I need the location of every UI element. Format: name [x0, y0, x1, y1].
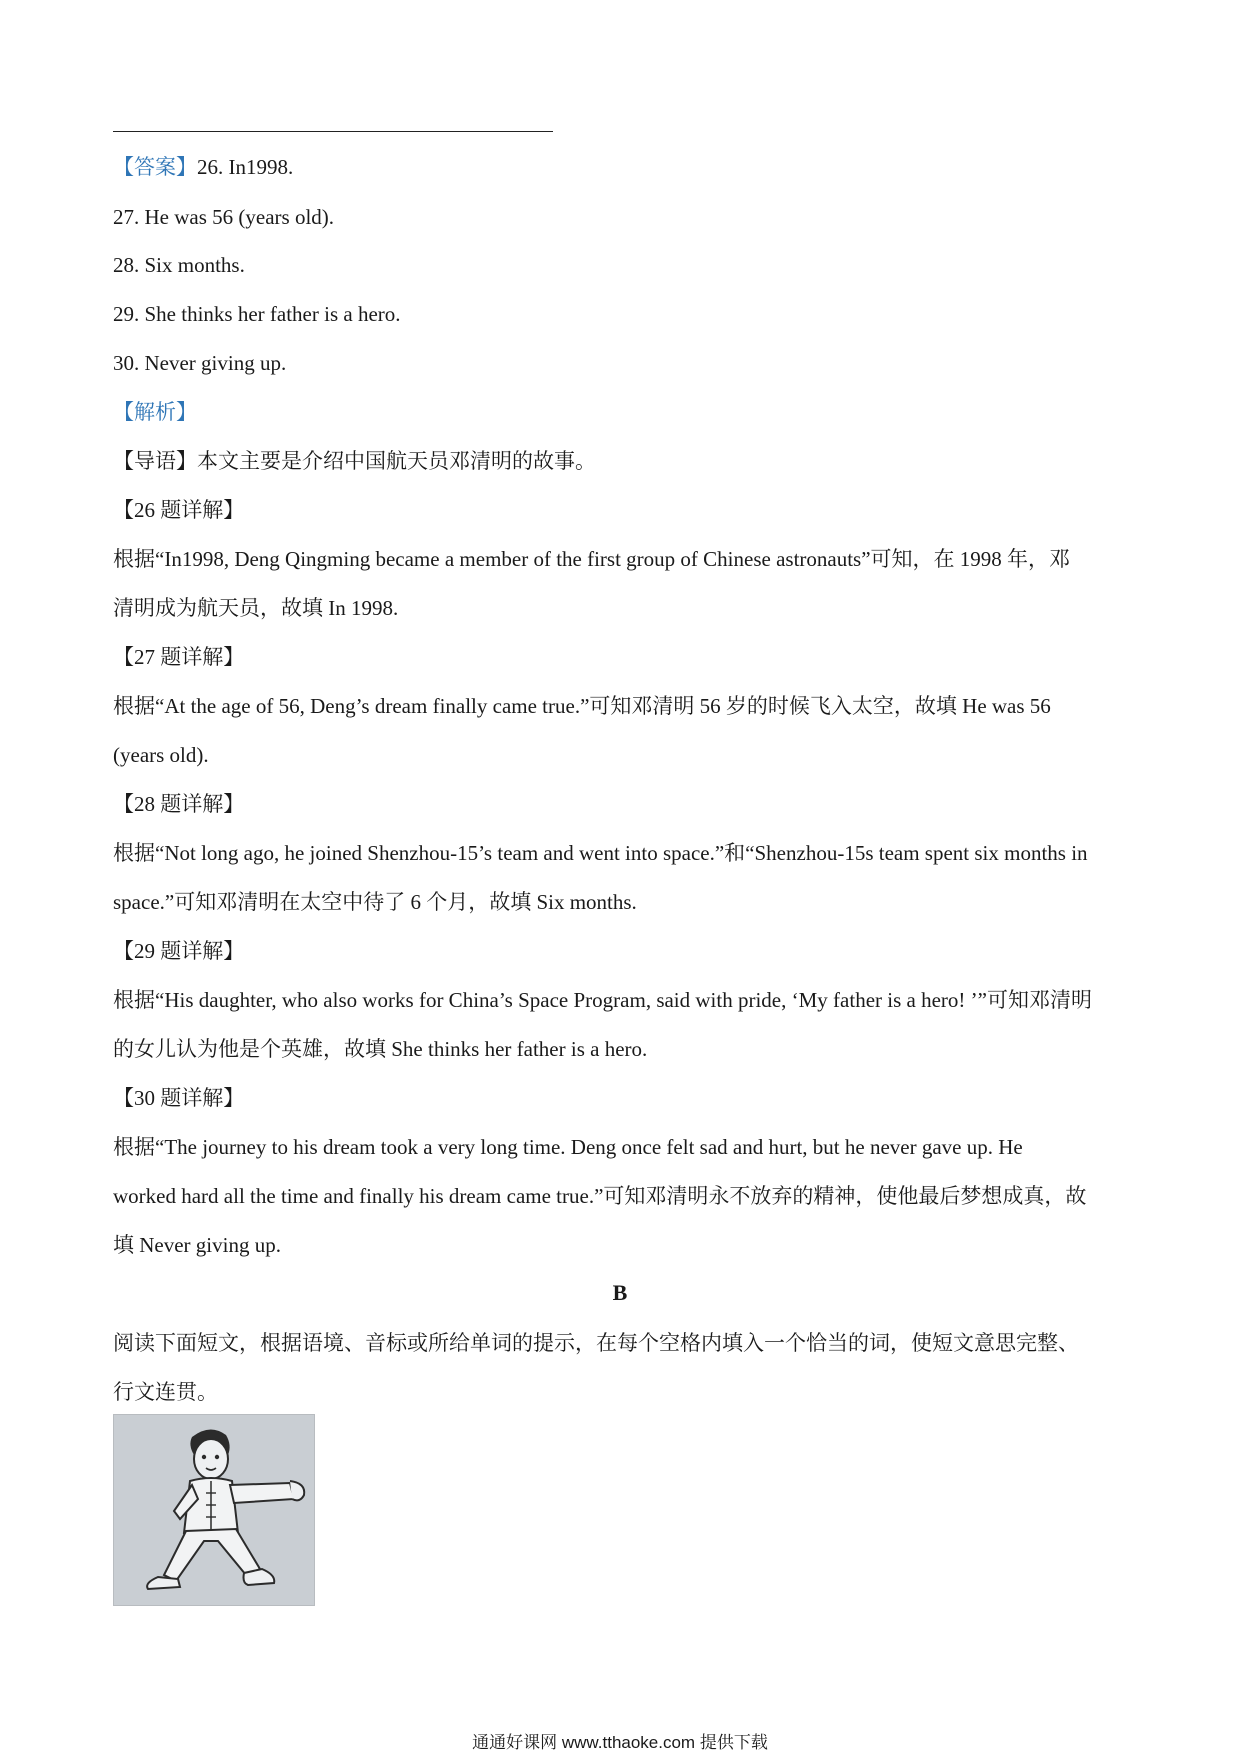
- q26-line2: 清明成为航天员，故填 In 1998.: [113, 596, 399, 620]
- q30-heading: 【30 题详解】: [113, 1086, 245, 1110]
- analysis-tag: 【解析】: [113, 400, 197, 424]
- q29-line2: 的女儿认为他是个英雄，故填 She thinks her father is a hero.: [113, 1037, 648, 1061]
- section-b-title: B: [612, 1280, 628, 1305]
- q30-line3: 填 Never giving up.: [113, 1233, 281, 1257]
- tai-chi-figure-image: [113, 1414, 315, 1606]
- answer-30: 30. Never giving up.: [113, 351, 287, 375]
- q28-line1: 根据“Not long ago, he joined Shenzhou-15’s team and went into space.”和“Shenzhou-15s team spent six months in: [113, 841, 1088, 865]
- q27-line2: (years old).: [113, 743, 209, 767]
- tai-chi-person-icon: [114, 1415, 314, 1605]
- answer-29: 29. She thinks her father is a hero.: [113, 302, 401, 326]
- q30-line2: worked hard all the time and finally his dream came true.”可知邓清明永不放弃的精神，使他最后梦想成真，故: [113, 1184, 1087, 1208]
- q27-heading: 【27 题详解】: [113, 645, 245, 669]
- q29-line1: 根据“His daughter, who also works for China’s Space Program, said with pride, ‘My father is a hero! ’”可知邓清明: [113, 988, 1092, 1012]
- footnote-rule: [113, 131, 553, 132]
- q27-line1: 根据“At the age of 56, Deng’s dream finally came true.”可知邓清明 56 岁的时候飞入太空，故填 He was 56: [113, 694, 1051, 718]
- q28-heading: 【28 题详解】: [113, 792, 245, 816]
- q29-heading: 【29 题详解】: [113, 939, 245, 963]
- page-footer: 通通好课网 www.tthaoke.com 提供下载: [472, 1733, 768, 1752]
- answer-27: 27. He was 56 (years old).: [113, 205, 335, 229]
- section-b-instruction-1: 阅读下面短文，根据语境、音标或所给单词的提示，在每个空格内填入一个恰当的词，使短文意思完整、: [113, 1331, 1079, 1355]
- section-b-instruction-2: 行文连贯。: [113, 1380, 218, 1404]
- analysis-intro: 【导语】本文主要是介绍中国航天员邓清明的故事。: [113, 449, 596, 473]
- q26-line1: 根据“In1998, Deng Qingming became a member of the first group of Chinese astronauts”可知，在 1998 年，邓: [113, 547, 1071, 571]
- q26-heading: 【26 题详解】: [113, 498, 245, 522]
- q28-line2: space.”可知邓清明在太空中待了 6 个月，故填 Six months.: [113, 890, 637, 914]
- answer-26: 26. In1998.: [197, 155, 294, 179]
- answer-line-26: [113, 153, 1143, 181]
- q30-line1: 根据“The journey to his dream took a very long time. Deng once felt sad and hurt, but he never gave up. He: [113, 1135, 1023, 1159]
- answer-tag: 【答案】: [113, 155, 197, 179]
- answer-28: 28. Six months.: [113, 253, 245, 277]
